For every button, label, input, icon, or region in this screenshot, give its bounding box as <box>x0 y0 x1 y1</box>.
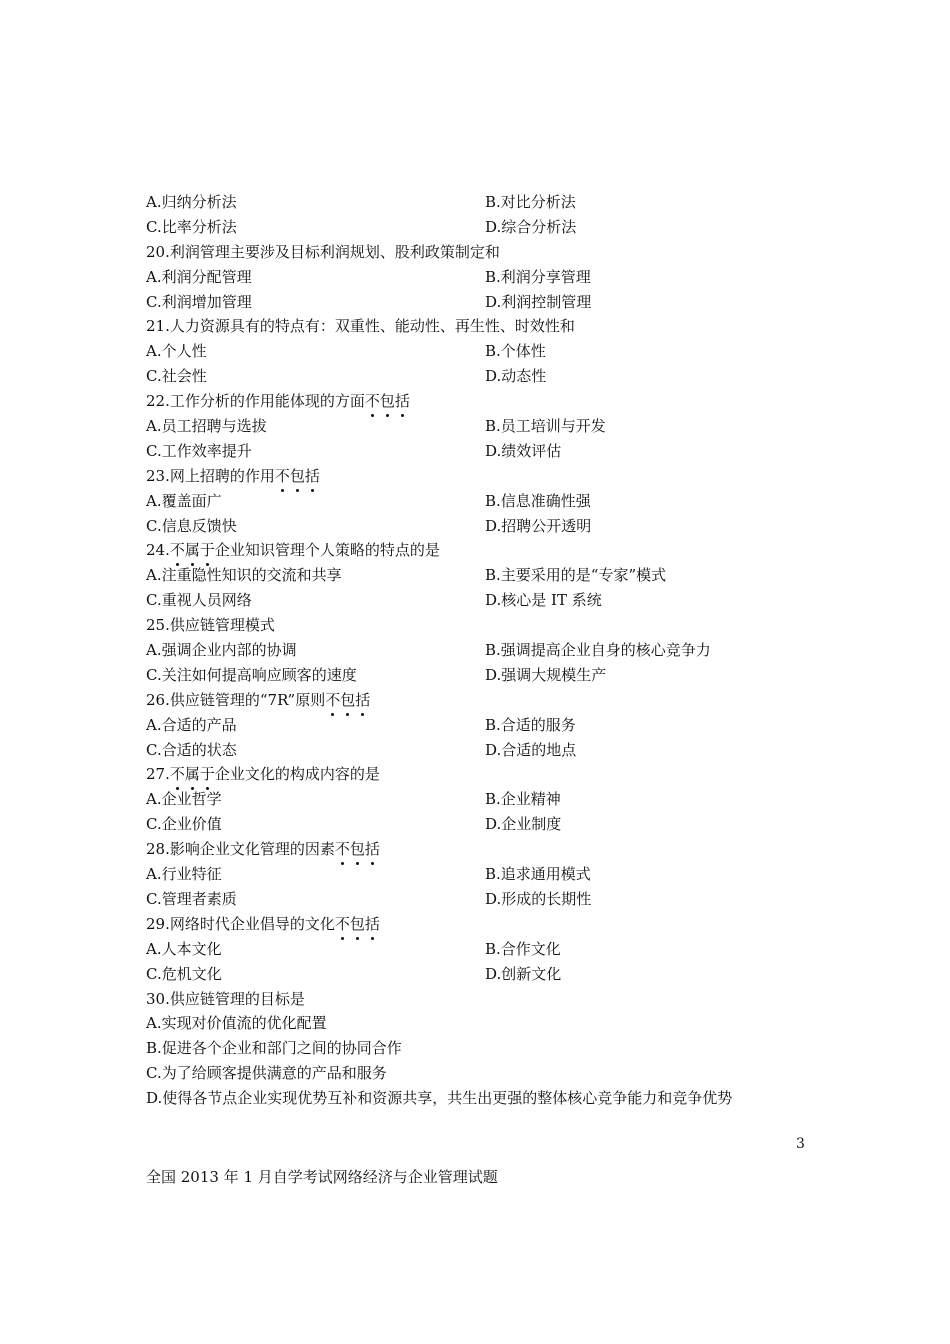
emphasis-text <box>335 915 380 933</box>
question-line <box>146 912 826 937</box>
question-text-pre: C.为了给顾客提供满意的产品和服务 <box>146 1064 387 1083</box>
question-text <box>146 987 305 1012</box>
question-text-pre: 30.供应链管理的目标是 <box>146 989 305 1008</box>
option-right: D.创新文化 <box>485 964 562 983</box>
emphasis-char: 于 <box>200 538 215 563</box>
question-text <box>146 314 575 339</box>
option-row <box>146 190 826 215</box>
question-text <box>146 1011 327 1036</box>
question-line <box>146 1011 826 1036</box>
option-row <box>146 514 826 539</box>
option-row <box>146 439 826 464</box>
option-left: C.社会性 <box>146 367 207 386</box>
question-text <box>146 688 370 713</box>
option-left: A.覆盖面广 <box>146 491 222 510</box>
emphasis-char: 不 <box>335 912 350 937</box>
question-line <box>146 389 826 414</box>
emphasis-char: 不 <box>170 538 185 563</box>
question-text-post: 企业知识管理个人策略的特点的是 <box>214 541 440 560</box>
option-right: B.强调提高企业自身的核心竞争力 <box>485 641 711 660</box>
option-right: D.企业制度 <box>485 815 562 834</box>
question-text-pre: 21.人力资源具有的特点有：双重性、能动性、再生性、时效性和 <box>146 317 575 336</box>
emphasis-char: 括 <box>355 688 370 713</box>
question-text <box>146 762 380 787</box>
option-left: C.合适的状态 <box>146 740 237 759</box>
question-text <box>146 538 440 563</box>
option-left: C.利润增加管理 <box>146 292 252 311</box>
option-left: A.行业特征 <box>146 865 222 884</box>
emphasis-text <box>170 541 215 559</box>
option-row <box>146 563 826 588</box>
emphasis-char: 属 <box>185 538 200 563</box>
question-text <box>146 464 320 489</box>
question-line <box>146 688 826 713</box>
option-left: A.员工招聘与选拔 <box>146 417 267 436</box>
question-text-pre: 25.供应链管理模式 <box>146 616 275 635</box>
option-left: C.管理者素质 <box>146 889 237 908</box>
question-text-post: 企业文化的构成内容的是 <box>214 765 380 784</box>
question-text <box>146 389 410 414</box>
question-line <box>146 464 826 489</box>
option-left: C.比率分析法 <box>146 217 237 236</box>
option-right: B.主要采用的是“专家”模式 <box>485 566 667 585</box>
emphasis-char: 不 <box>170 762 185 787</box>
option-left: C.关注如何提高响应顾客的速度 <box>146 665 357 684</box>
question-text-pre: 22.工作分析的作用能体现的方面 <box>146 392 365 411</box>
emphasis-char: 于 <box>200 762 215 787</box>
option-row <box>146 887 826 912</box>
question-line <box>146 314 826 339</box>
option-left: A.注重隐性知识的交流和共享 <box>146 566 342 585</box>
question-text <box>146 613 275 638</box>
option-row <box>146 215 826 240</box>
emphasis-char: 不 <box>365 389 380 414</box>
option-left: C.危机文化 <box>146 964 222 983</box>
option-left: A.归纳分析法 <box>146 193 237 211</box>
question-line <box>146 240 826 265</box>
emphasis-char: 不 <box>325 688 340 713</box>
option-right: B.企业精神 <box>485 790 561 809</box>
option-row <box>146 588 826 613</box>
option-left: C.重视人员网络 <box>146 591 252 610</box>
option-right: D.合适的地点 <box>485 740 577 759</box>
question-line <box>146 1061 826 1086</box>
question-text <box>146 1036 402 1061</box>
option-row <box>146 638 826 663</box>
option-row <box>146 962 826 987</box>
option-left: C.信息反馈快 <box>146 516 237 535</box>
option-right: B.信息准确性强 <box>485 491 591 510</box>
emphasis-char: 属 <box>185 762 200 787</box>
question-text-pre: D.使得各节点企业实现优势互补和资源共享，共生出更强的整体核心竞争能力和竞争优势 <box>146 1089 733 1108</box>
option-left: A.利润分配管理 <box>146 267 252 286</box>
option-row <box>146 290 826 315</box>
question-line <box>146 987 826 1012</box>
option-right: B.合作文化 <box>485 939 561 958</box>
option-row <box>146 489 826 514</box>
option-row <box>146 713 826 738</box>
question-text-pre: 27. <box>146 765 170 784</box>
emphasis-char: 括 <box>365 912 380 937</box>
option-row <box>146 663 826 688</box>
emphasis-char: 括 <box>395 389 410 414</box>
question-text <box>146 837 380 862</box>
option-row <box>146 339 826 364</box>
option-left: C.工作效率提升 <box>146 441 252 460</box>
footer-title: 全国 2013 年 1 月自学考试网络经济与企业管理试题 <box>146 1168 498 1186</box>
option-row <box>146 364 826 389</box>
option-right: D.招聘公开透明 <box>485 516 592 535</box>
question-text-pre: 28.影响企业文化管理的因素 <box>146 840 335 859</box>
option-left: A.个人性 <box>146 342 207 361</box>
option-row <box>146 862 826 887</box>
option-right: D.绩效评估 <box>485 441 562 460</box>
option-right: D.利润控制管理 <box>485 292 592 311</box>
emphasis-char: 包 <box>380 389 395 414</box>
option-right: B.个体性 <box>485 342 546 361</box>
question-text-pre: A.实现对价值流的优化配置 <box>146 1014 327 1033</box>
option-right: D.形成的长期性 <box>485 889 592 908</box>
option-right: B.员工培训与开发 <box>485 417 606 436</box>
option-row <box>146 265 826 290</box>
question-line <box>146 538 826 563</box>
question-text-pre: 20.利润管理主要涉及目标利润规划、股利政策制定和 <box>146 242 500 261</box>
emphasis-text <box>170 765 215 783</box>
question-line <box>146 1036 826 1061</box>
emphasis-text <box>365 392 410 410</box>
question-text-pre: B.促进各个企业和部门之间的协同合作 <box>146 1039 402 1058</box>
emphasis-char: 括 <box>365 837 380 862</box>
emphasis-char: 包 <box>350 837 365 862</box>
question-text <box>146 1086 732 1111</box>
question-text <box>146 240 500 265</box>
option-left: A.企业哲学 <box>146 790 222 809</box>
emphasis-char: 括 <box>305 464 320 489</box>
emphasis-char: 包 <box>340 688 355 713</box>
emphasis-text <box>325 691 370 709</box>
option-right: B.合适的服务 <box>485 715 576 734</box>
exam-content <box>146 190 826 1111</box>
question-text-pre: 24. <box>146 541 170 560</box>
emphasis-text <box>335 840 380 858</box>
option-row <box>146 738 826 763</box>
option-right: B.利润分享管理 <box>485 267 591 286</box>
option-row <box>146 414 826 439</box>
question-text-pre: 29.网络时代企业倡导的文化 <box>146 914 335 933</box>
option-right: B.追求通用模式 <box>485 865 591 884</box>
option-right: D.动态性 <box>485 367 547 386</box>
emphasis-char: 不 <box>275 464 290 489</box>
option-left: C.企业价值 <box>146 815 222 834</box>
emphasis-text <box>275 467 320 485</box>
question-text <box>146 912 380 937</box>
option-left: A.合适的产品 <box>146 715 237 734</box>
question-line <box>146 762 826 787</box>
option-right: D.综合分析法 <box>485 217 577 236</box>
question-line <box>146 837 826 862</box>
question-line <box>146 613 826 638</box>
option-left: A.强调企业内部的协调 <box>146 641 297 660</box>
option-right: D.核心是 IT 系统 <box>485 591 602 610</box>
question-text <box>146 1061 387 1086</box>
option-row <box>146 812 826 837</box>
option-row <box>146 787 826 812</box>
question-text-pre: 26.供应链管理的“7R”原则 <box>146 690 326 709</box>
option-row <box>146 937 826 962</box>
emphasis-char: 包 <box>350 912 365 937</box>
question-line <box>146 1086 826 1111</box>
emphasis-char: 包 <box>290 464 305 489</box>
option-right: D.强调大规模生产 <box>485 665 607 684</box>
question-text-pre: 23.网上招聘的作用 <box>146 466 275 485</box>
emphasis-char: 不 <box>335 837 350 862</box>
option-left: A.人本文化 <box>146 939 222 958</box>
page-number: 3 <box>796 1136 805 1152</box>
option-right: B.对比分析法 <box>485 193 576 211</box>
